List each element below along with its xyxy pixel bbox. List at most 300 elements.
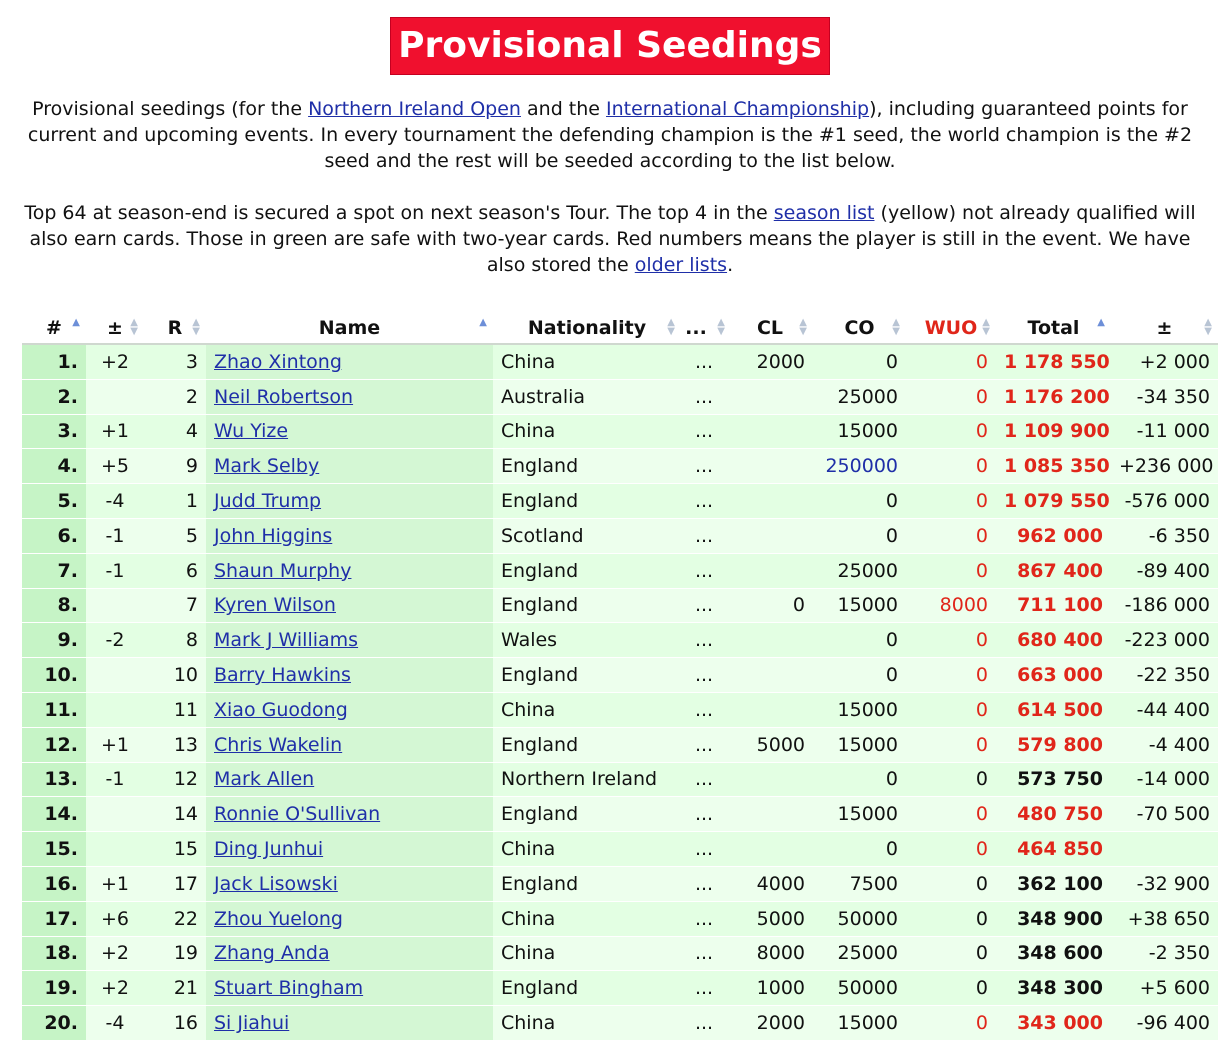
diff-cell: +38 650 <box>1111 901 1218 936</box>
header-change[interactable] <box>86 313 144 344</box>
dots-cell: ... <box>681 379 727 414</box>
table-row <box>22 484 1218 519</box>
table-row <box>22 762 1218 797</box>
co-cell: 0 <box>813 762 906 797</box>
co-cell: 0 <box>813 518 906 553</box>
sort-both-icon: ▲ ▼ <box>192 317 200 337</box>
table-row <box>22 449 1218 484</box>
rank-cell: 14. <box>22 797 86 832</box>
total-cell: 343 000 <box>996 1006 1111 1041</box>
change-cell: -4 <box>86 1006 144 1041</box>
rank-cell: 3. <box>22 414 86 449</box>
r-cell: 5 <box>144 518 206 553</box>
player-link[interactable]: Kyren Wilson <box>214 594 336 617</box>
diff-cell: +2 000 <box>1111 344 1218 379</box>
table-row <box>22 414 1218 449</box>
nationality-cell: China <box>493 344 681 379</box>
diff-cell: -89 400 <box>1111 553 1218 588</box>
wuo-cell: 0 <box>906 971 996 1006</box>
sort-asc-icon: ▲ <box>479 317 487 328</box>
table-row <box>22 623 1218 658</box>
co-cell: 7500 <box>813 866 906 901</box>
wuo-cell: 0 <box>906 344 996 379</box>
nationality-cell: England <box>493 797 681 832</box>
r-cell: 11 <box>144 692 206 727</box>
rank-cell: 2. <box>22 379 86 414</box>
intro1-text-2: and the <box>520 98 607 120</box>
seedings-table <box>22 313 1218 1041</box>
dots-cell: ... <box>681 936 727 971</box>
r-cell: 10 <box>144 658 206 693</box>
name-cell <box>206 553 493 588</box>
change-cell: +6 <box>86 901 144 936</box>
nationality-cell: England <box>493 588 681 623</box>
total-cell: 1 085 350 <box>996 449 1111 484</box>
sort-both-icon: ▲ ▼ <box>799 317 807 337</box>
name-cell <box>206 658 493 693</box>
name-cell <box>206 936 493 971</box>
player-link[interactable]: Si Jiahui <box>214 1012 290 1035</box>
wuo-cell: 0 <box>906 901 996 936</box>
diff-cell: +236 000 <box>1111 449 1218 484</box>
player-link[interactable]: John Higgins <box>214 524 333 547</box>
rank-cell: 16. <box>22 866 86 901</box>
co-cell: 25000 <box>813 553 906 588</box>
nationality-cell: China <box>493 832 681 867</box>
name-cell <box>206 379 493 414</box>
name-cell <box>206 1006 493 1041</box>
player-link[interactable]: Jack Lisowski <box>214 872 338 895</box>
header-total-label: Total <box>1027 317 1080 339</box>
dots-cell: ... <box>681 588 727 623</box>
diff-cell: -70 500 <box>1111 797 1218 832</box>
co-cell: 0 <box>813 623 906 658</box>
r-cell: 16 <box>144 1006 206 1041</box>
change-cell: -2 <box>86 623 144 658</box>
wuo-cell: 0 <box>906 379 996 414</box>
total-cell: 579 800 <box>996 727 1111 762</box>
r-cell: 22 <box>144 901 206 936</box>
sort-both-icon: ▲ ▼ <box>892 317 900 337</box>
dots-cell: ... <box>681 901 727 936</box>
table-row <box>22 553 1218 588</box>
dots-cell: ... <box>681 449 727 484</box>
co-cell: 15000 <box>813 588 906 623</box>
dots-cell: ... <box>681 623 727 658</box>
header-dots[interactable] <box>681 313 727 344</box>
table-row <box>22 518 1218 553</box>
player-link[interactable]: Wu Yize <box>214 420 289 443</box>
nationality-cell: England <box>493 658 681 693</box>
diff-cell: -576 000 <box>1111 484 1218 519</box>
co-cell: 15000 <box>813 1006 906 1041</box>
cl-cell <box>727 797 813 832</box>
header-dots-label: ... <box>685 317 707 339</box>
diff-cell <box>1111 832 1218 867</box>
rank-cell: 15. <box>22 832 86 867</box>
intro <box>12 96 1208 278</box>
co-cell: 0 <box>813 484 906 519</box>
diff-cell: -6 350 <box>1111 518 1218 553</box>
wuo-cell: 0 <box>906 553 996 588</box>
nationality-cell: England <box>493 484 681 519</box>
table-row <box>22 971 1218 1006</box>
player-link[interactable]: Judd Trump <box>214 490 322 513</box>
header-name[interactable] <box>206 313 493 344</box>
total-cell: 711 100 <box>996 588 1111 623</box>
r-cell: 12 <box>144 762 206 797</box>
dots-cell: ... <box>681 1006 727 1041</box>
wuo-cell: 0 <box>906 762 996 797</box>
change-cell: +5 <box>86 449 144 484</box>
r-cell: 14 <box>144 797 206 832</box>
nationality-cell: China <box>493 936 681 971</box>
cl-cell: 2000 <box>727 1006 813 1041</box>
co-cell: 0 <box>813 344 906 379</box>
name-cell <box>206 692 493 727</box>
cl-cell <box>727 518 813 553</box>
table-row <box>22 692 1218 727</box>
nationality-cell: China <box>493 692 681 727</box>
r-cell: 3 <box>144 344 206 379</box>
diff-cell: -11 000 <box>1111 414 1218 449</box>
cl-cell <box>727 379 813 414</box>
header-r[interactable] <box>144 313 206 344</box>
nationality-cell: England <box>493 971 681 1006</box>
name-cell <box>206 414 493 449</box>
dots-cell: ... <box>681 971 727 1006</box>
wuo-cell: 0 <box>906 1006 996 1041</box>
diff-cell: -4 400 <box>1111 727 1218 762</box>
change-cell: +1 <box>86 866 144 901</box>
header-row <box>22 313 1218 344</box>
intro2-text-1: Top 64 at season-end is secured a spot on next season's Tour. The top 4 in the <box>24 202 774 224</box>
page-title: Provisional Seedings <box>390 17 830 75</box>
rank-cell: 19. <box>22 971 86 1006</box>
wuo-cell: 0 <box>906 692 996 727</box>
total-cell: 573 750 <box>996 762 1111 797</box>
cl-cell <box>727 832 813 867</box>
header-wuo[interactable] <box>906 313 996 344</box>
player-link[interactable]: Ronnie O'Sullivan <box>214 803 381 826</box>
change-cell: +1 <box>86 727 144 762</box>
change-cell <box>86 658 144 693</box>
nationality-cell: Northern Ireland <box>493 762 681 797</box>
nationality-cell: Australia <box>493 379 681 414</box>
table-row <box>22 658 1218 693</box>
r-cell: 9 <box>144 449 206 484</box>
player-link[interactable]: Zhao Xintong <box>214 350 342 373</box>
total-cell: 1 178 550 <box>996 344 1111 379</box>
header-name-label: Name <box>318 317 381 339</box>
r-cell: 19 <box>144 936 206 971</box>
header-co[interactable] <box>813 313 906 344</box>
diff-cell: -22 350 <box>1111 658 1218 693</box>
rank-cell: 12. <box>22 727 86 762</box>
total-cell: 680 400 <box>996 623 1111 658</box>
name-cell <box>206 901 493 936</box>
sort-asc-icon: ▲ <box>72 317 80 328</box>
northern-ireland-open-link[interactable]: Northern Ireland Open <box>308 98 521 120</box>
dots-cell: ... <box>681 727 727 762</box>
rank-cell: 10. <box>22 658 86 693</box>
table-row <box>22 1006 1218 1041</box>
nationality-cell: England <box>493 553 681 588</box>
sort-both-icon: ▲ ▼ <box>982 317 990 337</box>
change-cell: -1 <box>86 553 144 588</box>
table-row <box>22 901 1218 936</box>
table-row <box>22 344 1218 379</box>
intro1-text-1: Provisional seedings (for the <box>32 98 309 120</box>
total-cell: 348 900 <box>996 901 1111 936</box>
cl-cell <box>727 692 813 727</box>
rank-cell: 4. <box>22 449 86 484</box>
change-cell: -1 <box>86 762 144 797</box>
table-row <box>22 866 1218 901</box>
rank-cell: 17. <box>22 901 86 936</box>
player-link[interactable]: Mark J Williams <box>214 629 359 652</box>
total-cell: 362 100 <box>996 866 1111 901</box>
co-cell: 50000 <box>813 901 906 936</box>
nationality-cell: China <box>493 1006 681 1041</box>
table-row <box>22 797 1218 832</box>
dots-cell: ... <box>681 344 727 379</box>
co-cell: 250000 <box>813 449 906 484</box>
dots-cell: ... <box>681 553 727 588</box>
rank-cell: 9. <box>22 623 86 658</box>
total-cell: 1 109 900 <box>996 414 1111 449</box>
rank-cell: 13. <box>22 762 86 797</box>
table-row <box>22 936 1218 971</box>
intro-paragraph-1 <box>12 96 1208 174</box>
cl-cell: 5000 <box>727 727 813 762</box>
diff-cell: -96 400 <box>1111 1006 1218 1041</box>
co-cell: 15000 <box>813 414 906 449</box>
player-link[interactable]: Barry Hawkins <box>214 664 351 687</box>
cl-cell: 8000 <box>727 936 813 971</box>
cl-cell <box>727 623 813 658</box>
cl-cell: 0 <box>727 588 813 623</box>
older-lists-link[interactable]: older lists <box>634 254 728 276</box>
r-cell: 1 <box>144 484 206 519</box>
nationality-cell: China <box>493 901 681 936</box>
rank-cell: 5. <box>22 484 86 519</box>
player-link[interactable]: Stuart Bingham <box>214 977 364 1000</box>
wuo-cell: 0 <box>906 832 996 867</box>
r-cell: 21 <box>144 971 206 1006</box>
rank-cell: 11. <box>22 692 86 727</box>
name-cell <box>206 449 493 484</box>
total-cell: 614 500 <box>996 692 1111 727</box>
diff-cell: -223 000 <box>1111 623 1218 658</box>
cl-cell <box>727 762 813 797</box>
wuo-cell: 0 <box>906 658 996 693</box>
change-cell: -1 <box>86 518 144 553</box>
change-cell <box>86 692 144 727</box>
name-cell <box>206 762 493 797</box>
name-cell <box>206 518 493 553</box>
nationality-cell: England <box>493 449 681 484</box>
table-row <box>22 588 1218 623</box>
sort-both-icon: ▲ ▼ <box>717 317 725 337</box>
header-nationality[interactable] <box>493 313 681 344</box>
total-cell: 663 000 <box>996 658 1111 693</box>
name-cell <box>206 344 493 379</box>
intro1-text-3: ), including guaranteed points for current and upcoming events. In every tournament the defending champion is the #1 seed, the world champion is the #2 seed and the rest will be seeded according to the list below. <box>27 98 1193 172</box>
sort-asc-icon: ▲ <box>1097 317 1105 328</box>
cl-cell <box>727 484 813 519</box>
change-cell: -4 <box>86 484 144 519</box>
co-cell: 25000 <box>813 379 906 414</box>
dots-cell: ... <box>681 658 727 693</box>
co-cell: 15000 <box>813 727 906 762</box>
name-cell <box>206 866 493 901</box>
wuo-cell: 0 <box>906 414 996 449</box>
player-link[interactable]: Shaun Murphy <box>214 559 352 582</box>
intro2-text-3: . <box>727 254 734 276</box>
player-link[interactable]: Chris Wakelin <box>214 733 343 756</box>
header-rank-label: # <box>46 317 62 339</box>
total-cell: 1 079 550 <box>996 484 1111 519</box>
dots-cell: ... <box>681 832 727 867</box>
player-link[interactable]: Zhou Yuelong <box>214 907 343 930</box>
cl-cell: 1000 <box>727 971 813 1006</box>
cl-cell: 4000 <box>727 866 813 901</box>
rank-cell: 18. <box>22 936 86 971</box>
dots-cell: ... <box>681 414 727 449</box>
total-cell: 348 600 <box>996 936 1111 971</box>
diff-cell: -2 350 <box>1111 936 1218 971</box>
player-link[interactable]: Ding Junhui <box>214 838 324 861</box>
player-link[interactable]: Zhang Anda <box>214 942 330 965</box>
r-cell: 8 <box>144 623 206 658</box>
sort-both-icon: ▲ ▼ <box>667 317 675 337</box>
header-wuo-label: WUO <box>924 317 978 339</box>
name-cell <box>206 971 493 1006</box>
rank-cell: 8. <box>22 588 86 623</box>
total-cell: 464 850 <box>996 832 1111 867</box>
table-body <box>22 344 1218 1040</box>
wuo-cell: 0 <box>906 449 996 484</box>
co-cell: 0 <box>813 658 906 693</box>
nationality-cell: Scotland <box>493 518 681 553</box>
diff-cell: +5 600 <box>1111 971 1218 1006</box>
change-cell: +2 <box>86 344 144 379</box>
cl-cell: 2000 <box>727 344 813 379</box>
player-link[interactable]: Xiao Guodong <box>214 698 348 721</box>
table-row <box>22 727 1218 762</box>
wuo-cell: 0 <box>906 797 996 832</box>
title-wrap <box>0 0 1220 75</box>
cl-cell <box>727 449 813 484</box>
total-cell: 867 400 <box>996 553 1111 588</box>
co-cell: 0 <box>813 832 906 867</box>
header-rank[interactable] <box>22 313 86 344</box>
co-cell: 50000 <box>813 971 906 1006</box>
header-diff[interactable] <box>1111 313 1218 344</box>
total-cell: 962 000 <box>996 518 1111 553</box>
dots-cell: ... <box>681 518 727 553</box>
change-cell <box>86 832 144 867</box>
change-cell: +1 <box>86 414 144 449</box>
header-nationality-label: Nationality <box>527 317 647 339</box>
dots-cell: ... <box>681 797 727 832</box>
diff-cell: -34 350 <box>1111 379 1218 414</box>
name-cell <box>206 588 493 623</box>
header-cl-label: CL <box>756 317 784 339</box>
rank-cell: 20. <box>22 1006 86 1041</box>
change-cell: +2 <box>86 971 144 1006</box>
total-cell: 1 176 200 <box>996 379 1111 414</box>
rank-cell: 1. <box>22 344 86 379</box>
total-cell: 348 300 <box>996 971 1111 1006</box>
dots-cell: ... <box>681 866 727 901</box>
total-cell: 480 750 <box>996 797 1111 832</box>
diff-cell: -186 000 <box>1111 588 1218 623</box>
r-cell: 17 <box>144 866 206 901</box>
dots-cell: ... <box>681 692 727 727</box>
header-diff-label: ± <box>1156 317 1173 339</box>
wuo-cell: 0 <box>906 936 996 971</box>
player-link[interactable]: Neil Robertson <box>214 385 354 408</box>
sort-both-icon: ▲ ▼ <box>130 317 138 337</box>
header-co-label: CO <box>844 317 875 339</box>
r-cell: 4 <box>144 414 206 449</box>
player-link[interactable]: Mark Allen <box>214 768 315 791</box>
change-cell: +2 <box>86 936 144 971</box>
wuo-cell: 0 <box>906 866 996 901</box>
sort-both-icon: ▲ ▼ <box>1204 317 1212 337</box>
diff-cell: -14 000 <box>1111 762 1218 797</box>
wuo-cell: 8000 <box>906 588 996 623</box>
co-cell: 25000 <box>813 936 906 971</box>
co-cell: 15000 <box>813 797 906 832</box>
header-r-label: R <box>167 317 183 339</box>
dots-cell: ... <box>681 484 727 519</box>
r-cell: 15 <box>144 832 206 867</box>
intro-paragraph-2 <box>12 200 1208 278</box>
cl-cell <box>727 658 813 693</box>
player-link[interactable]: Mark Selby <box>214 455 320 478</box>
dots-cell: ... <box>681 762 727 797</box>
wuo-cell: 0 <box>906 484 996 519</box>
name-cell <box>206 797 493 832</box>
wuo-cell: 0 <box>906 727 996 762</box>
co-cell: 15000 <box>813 692 906 727</box>
wuo-cell: 0 <box>906 518 996 553</box>
cl-cell <box>727 553 813 588</box>
nationality-cell: China <box>493 414 681 449</box>
header-total[interactable] <box>996 313 1111 344</box>
season-list-link[interactable]: season list <box>773 202 875 224</box>
header-cl[interactable] <box>727 313 813 344</box>
name-cell <box>206 623 493 658</box>
header-change-label: ± <box>107 317 123 339</box>
table-row <box>22 379 1218 414</box>
diff-cell: -44 400 <box>1111 692 1218 727</box>
r-cell: 2 <box>144 379 206 414</box>
rank-cell: 6. <box>22 518 86 553</box>
r-cell: 13 <box>144 727 206 762</box>
table-row <box>22 832 1218 867</box>
name-cell <box>206 727 493 762</box>
international-championship-link[interactable]: International Championship <box>606 98 870 120</box>
name-cell <box>206 484 493 519</box>
diff-cell: -32 900 <box>1111 866 1218 901</box>
cl-cell: 5000 <box>727 901 813 936</box>
change-cell <box>86 797 144 832</box>
r-cell: 7 <box>144 588 206 623</box>
